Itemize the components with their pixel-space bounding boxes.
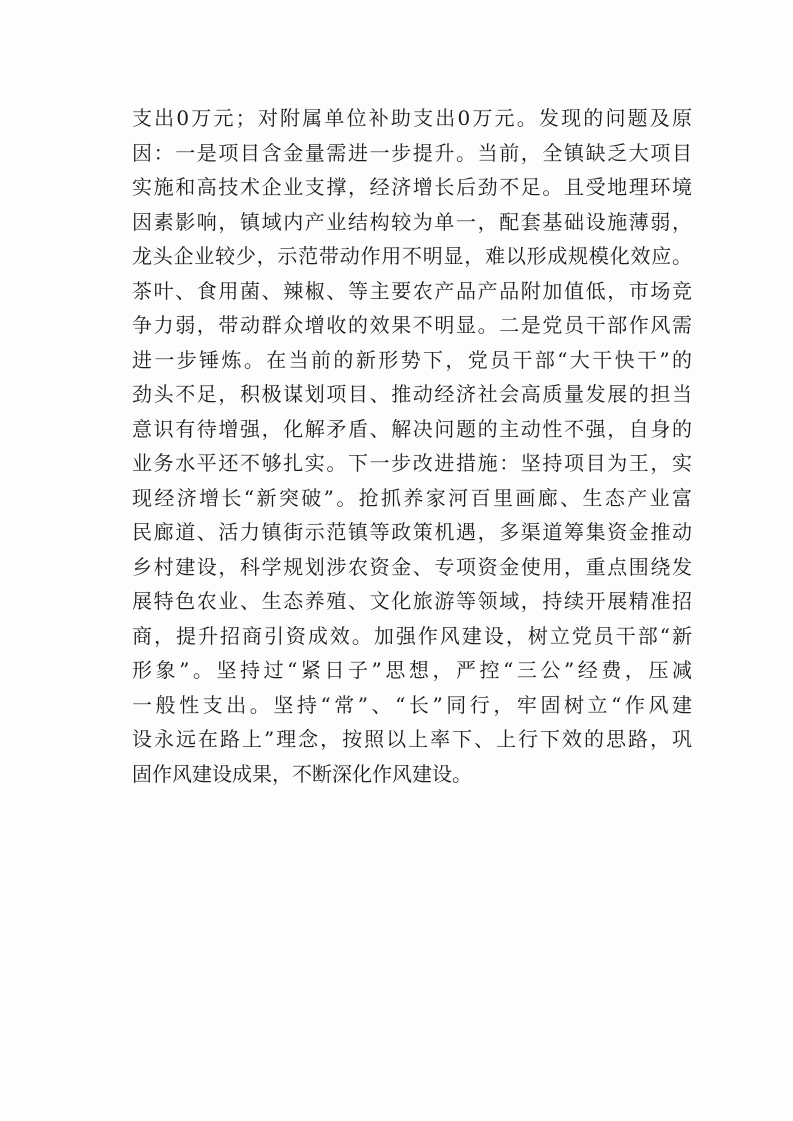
text-line-14: 乡村建设，科学规划涉农资金、专项资金使用，重点围绕发 bbox=[132, 554, 692, 579]
text-line-10: 意识有待增强，化解矛盾、解决问题的主动性不强，自身的 bbox=[132, 416, 692, 441]
text-line-6: 茶叶、食用菌、辣椒、等主要农产品产品附加值低，市场竞 bbox=[132, 278, 692, 303]
text-line-19: 设永远在路上”理念，按照以上率下、上行下效的思路，巩 bbox=[132, 727, 692, 751]
text-line-7: 争力弱，带动群众增收的效果不明显。二是党员干部作风需 bbox=[132, 313, 692, 337]
text-line-9: 劲头不足，积极谋划项目、推动经济社会高质量发展的担当 bbox=[132, 382, 692, 406]
text-line-2: 因：一是项目含金量需进一步提升。当前，全镇缺乏大项目 bbox=[132, 140, 692, 165]
text-line-4: 因素影响，镇域内产业结构较为单一，配套基础设施薄弱， bbox=[132, 209, 692, 234]
text-line-18: 一般性支出。坚持“常”、“长”同行，牢固树立“作风建 bbox=[132, 692, 692, 717]
text-line-16: 商，提升招商引资成效。加强作风建设，树立党员干部“新 bbox=[132, 623, 692, 648]
text-line-1: 支出0万元；对附属单位补助支出0万元。发现的问题及原 bbox=[132, 106, 692, 130]
text-line-11: 业务水平还不够扎实。下一步改进措施：坚持项目为王，实 bbox=[132, 451, 692, 475]
text-line-12: 现经济增长“新突破”。抢抓养家河百里画廊、生态产业富 bbox=[132, 485, 692, 510]
text-line-20: 固作风建设成果，不断深化作风建设。 bbox=[132, 761, 472, 786]
text-line-5: 龙头企业较少，示范带动作用不明显，难以形成规模化效应。 bbox=[132, 244, 692, 268]
text-line-8: 进一步锤炼。在当前的新形势下，党员干部“大干快干”的 bbox=[132, 347, 692, 372]
text-line-3: 实施和高技术企业支撑，经济增长后劲不足。且受地理环境 bbox=[132, 175, 692, 199]
text-line-13: 民廊道、活力镇街示范镇等政策机遇，多渠道筹集资金推动 bbox=[132, 520, 692, 544]
text-line-17: 形象”。坚持过“紧日子”思想，严控“三公”经费，压减 bbox=[132, 658, 692, 682]
text-line-15: 展特色农业、生态养殖、文化旅游等领域，持续开展精准招 bbox=[132, 589, 692, 613]
body-paragraph bbox=[132, 101, 692, 791]
